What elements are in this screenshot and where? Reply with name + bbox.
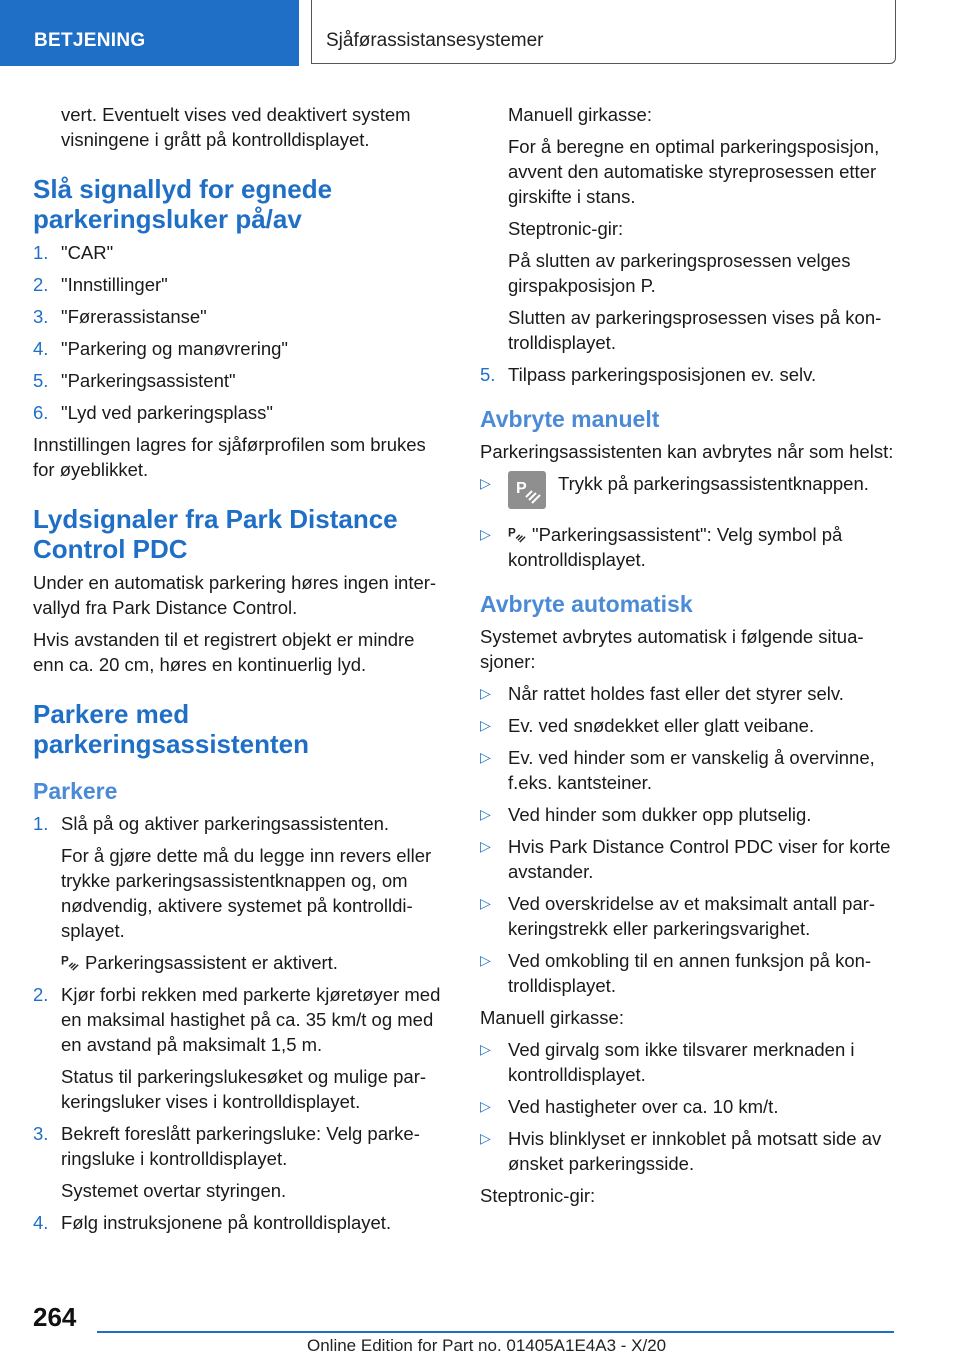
steptronic-label: Steptronic-gir:	[508, 218, 624, 239]
bullet-marker: ▷	[480, 838, 491, 854]
heading-signal: Slå signallyd for egnede parkeringsluker på/av	[33, 174, 333, 234]
bullet-marker: ▷	[480, 717, 491, 733]
list-item	[480, 681, 900, 706]
parking-assist-icon	[508, 525, 526, 543]
step-number: 3.	[33, 306, 49, 327]
signal-steps-list	[33, 240, 448, 425]
step-detail: For å gjøre dette må du legge inn revers eller trykke parkeringsassistentknappen og, om nødvendig, aktivere systemet på kontrolldi‐ splayet.	[61, 845, 432, 941]
heading-avbryte-manuelt: Avbryte manuelt	[480, 406, 660, 432]
step-number: 6.	[33, 402, 49, 423]
bullet-marker: ▷	[480, 749, 491, 765]
step-5	[480, 362, 900, 387]
bullet-text: Ved girvalg som ikke tilsvarer merknaden i kontrolldisplayet.	[508, 1039, 855, 1085]
step-text: Kjør forbi rekken med parkerte kjøretøyer med en maksimal hastighet på ca. 35 km/t og med en avstand på maksimalt 1,5 m.	[61, 984, 441, 1055]
bullet-text: Trykk på parkeringsassistentknappen.	[558, 473, 869, 494]
step-detail: Systemet overtar styringen.	[61, 1180, 287, 1201]
bullet-text: Når rattet holdes fast eller det styrer selv.	[508, 683, 844, 704]
bullet-marker: ▷	[480, 806, 491, 822]
step-text: "Parkeringsassistent"	[61, 370, 236, 391]
right-column	[480, 102, 900, 1208]
bullet-text: Ev. ved snødekket eller glatt veibane.	[508, 715, 815, 736]
signal-note: Innstillingen lagres for sjåførprofilen som brukes for øyeblikket.	[33, 434, 426, 480]
step-text: "Førerassistanse"	[61, 306, 207, 327]
edition-text: Online Edition for Part no. 01405A1E4A3 - X/20	[307, 1336, 667, 1355]
heading-avbryte-automatisk: Avbryte automatisk	[480, 591, 693, 617]
step-2	[33, 982, 448, 1114]
step-1	[33, 811, 448, 975]
footer-divider	[97, 1331, 894, 1333]
step-number: 5.	[33, 370, 49, 391]
heading-parkere: Parkere	[33, 778, 118, 804]
manual-gear-text: For å beregne en optimal parkeringsposisjon, avvent den automatiske styreprosessen etter girskifte i stans.	[508, 136, 880, 207]
end-text: Slutten av parkeringsprosessen vises på kon‐ trolldisplayet.	[508, 307, 882, 353]
section-title: BETJENING	[34, 30, 146, 51]
step-text: "Lyd ved parkeringsplass"	[61, 402, 273, 423]
step-number: 3.	[33, 1123, 49, 1144]
lyd-paragraph-1: Under en automatisk parkering høres ingen inter‐ vallyd fra Park Distance Control.	[33, 572, 437, 618]
bullet-marker: ▷	[480, 1041, 491, 1057]
step-text: Følg instruksjonene på kontrolldisplayet.	[61, 1212, 392, 1233]
signal-step	[33, 240, 448, 265]
left-column	[33, 102, 448, 1242]
list-item	[480, 1094, 900, 1119]
lyd-paragraph-2: Hvis avstanden til et registrert objekt er mindre enn ca. 20 cm, høres en kontinuerlig lyd.	[33, 629, 415, 675]
signal-step	[33, 336, 448, 361]
list-item	[480, 834, 900, 884]
bullet-marker: ▷	[480, 1130, 491, 1146]
page-header	[0, 0, 960, 66]
manual-gear-label: Manuell girkasse:	[508, 104, 652, 125]
step-active-note	[61, 950, 448, 975]
step-number: 1.	[33, 242, 49, 263]
list-item	[480, 1126, 900, 1176]
section-tab	[0, 0, 299, 66]
steptronic-text: På slutten av parkeringsprosessen velges girspakposisjon P.	[508, 250, 851, 296]
bullet-text: Ved hastigheter over ca. 10 km/t.	[508, 1096, 779, 1117]
bullet-marker: ▷	[480, 475, 491, 491]
signal-step	[33, 368, 448, 393]
intro-text: vert. Eventuelt vises ved deaktivert system visningene i grått på kontrolldisplayet.	[61, 104, 411, 150]
chapter-box	[311, 0, 896, 64]
heading-parkere-med: Parkere med parkeringsassistenten	[33, 699, 310, 759]
bullet-text: Hvis Park Distance Control PDC viser for korte avstander.	[508, 836, 891, 882]
parking-assist-button-icon	[508, 471, 546, 509]
step-number: 4.	[33, 1212, 49, 1233]
active-text: Parkeringsassistent er aktivert.	[85, 952, 338, 973]
step-number: 2.	[33, 274, 49, 295]
list-item	[480, 713, 900, 738]
bullet-marker: ▷	[480, 895, 491, 911]
list-item	[480, 891, 900, 941]
step-text: "Innstillinger"	[61, 274, 168, 295]
step-4	[33, 1210, 448, 1235]
step-text: "CAR"	[61, 242, 114, 263]
step-number: 4.	[33, 338, 49, 359]
bullet-text: Ved omkobling til en annen funksjon på kon‐ trolldisplayet.	[508, 950, 872, 996]
signal-step	[33, 272, 448, 297]
chapter-title: Sjåførassistansesystemer	[326, 30, 544, 51]
step-text: Slå på og aktiver parkeringsassistenten.	[61, 813, 390, 834]
list-item	[480, 1037, 900, 1087]
page-number: 264	[33, 1302, 77, 1332]
manual-gear-list	[480, 1037, 900, 1176]
step-number: 2.	[33, 984, 49, 1005]
svg-text:P: P	[508, 526, 516, 540]
list-item	[480, 802, 900, 827]
parking-assist-icon	[61, 953, 79, 971]
step-detail: Status til parkeringslukesøket og mulige par‐ keringsluker vises i kontrolldisplayet.	[61, 1066, 427, 1112]
bullet-text: Ev. ved hinder som er vanskelig å overvinne, f.eks. kantsteiner.	[508, 747, 875, 793]
steptronic-label-2: Steptronic-gir:	[480, 1185, 596, 1206]
step-number: 1.	[33, 813, 49, 834]
manual-bullet-1	[480, 471, 900, 515]
step-text: Bekreft foreslått parkeringsluke: Velg parke‐ ringsluke i kontrolldisplayet.	[61, 1123, 420, 1169]
step-text: "Parkering og manøvrering"	[61, 338, 289, 359]
manual-bullet-2	[480, 522, 900, 572]
svg-text:P: P	[61, 954, 69, 968]
bullet-marker: ▷	[480, 526, 491, 542]
bullet-text: Hvis blinklyset er innkoblet på motsatt side av ønsket parkeringsside.	[508, 1128, 882, 1174]
svg-text:P: P	[516, 480, 527, 497]
bullet-text: Ved hinder som dukker opp plutselig.	[508, 804, 812, 825]
list-item	[480, 948, 900, 998]
bullet-text: "Parkeringsassistent": Velg symbol på kontrolldisplayet.	[508, 524, 843, 570]
bullet-marker: ▷	[480, 952, 491, 968]
heading-lydsignaler: Lydsignaler fra Park Distance Control PDC	[33, 504, 398, 564]
bullet-text: Ved overskridelse av et maksimalt antall par‐ keringstrekk eller parkeringsvarighet.	[508, 893, 876, 939]
step-text: Tilpass parkeringsposisjonen ev. selv.	[508, 364, 817, 385]
bullet-marker: ▷	[480, 685, 491, 701]
list-item	[480, 745, 900, 795]
step-3	[33, 1121, 448, 1203]
signal-step	[33, 400, 448, 425]
step-number: 5.	[480, 364, 496, 385]
auto-cancel-list	[480, 681, 900, 998]
manual-gear-label-2: Manuell girkasse:	[480, 1007, 624, 1028]
signal-step	[33, 304, 448, 329]
bullet-marker: ▷	[480, 1098, 491, 1114]
auto-intro: Systemet avbrytes automatisk i følgende situa‐ sjoner:	[480, 626, 864, 672]
manual-intro: Parkeringsassistenten kan avbrytes når som helst:	[480, 441, 894, 462]
